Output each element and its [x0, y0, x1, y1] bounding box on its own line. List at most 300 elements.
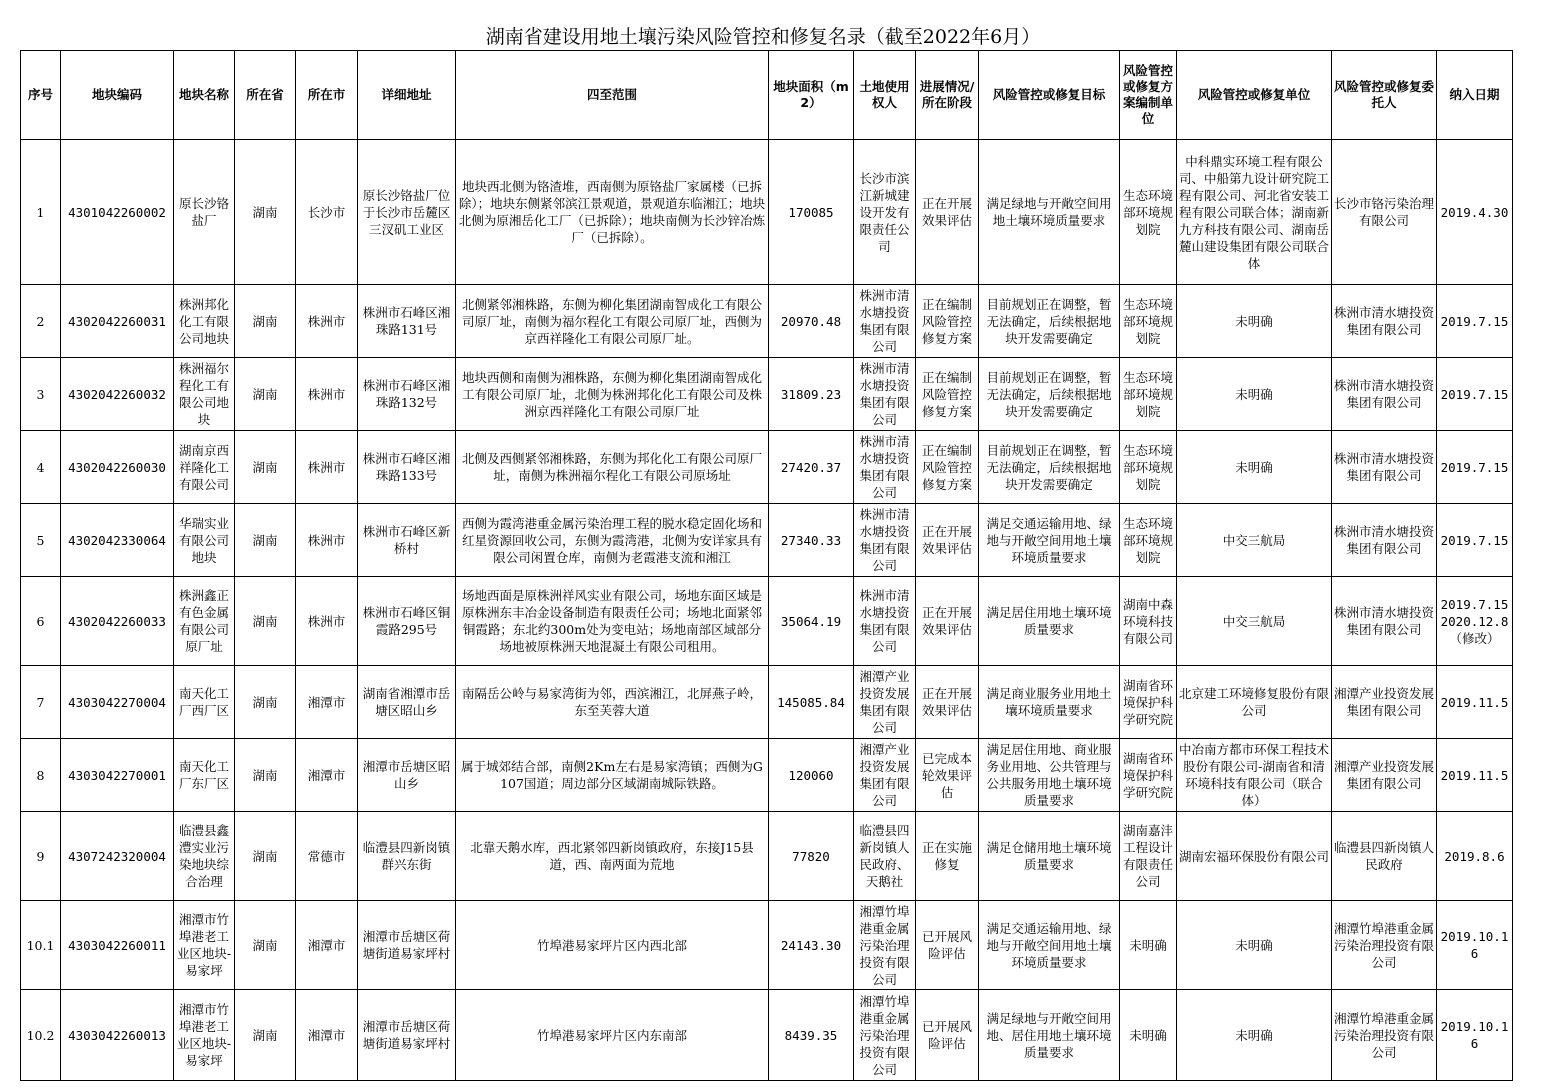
- parcel-code: [61, 739, 174, 812]
- boundary-cell-text: 北侧紧邻湘株路，东侧为柳化集团湖南智成化工有限公司原厂址，南侧为福尔程化工有限公司原厂址，西侧为京西祥隆化工有限公司原厂址。: [461, 296, 762, 346]
- boundary-cell: [456, 901, 769, 990]
- target-cell-text: 目前规划正在调整，暂无法确定，后续根据地块开发需要确定: [986, 296, 1112, 346]
- planner-cell-text: 生态环境部环境规划院: [1122, 442, 1173, 492]
- parcel-code-text: 4302042260032: [68, 386, 166, 402]
- date-cell-text: 2019.8.6: [1444, 848, 1505, 864]
- row-number-text: 10.1: [26, 937, 55, 953]
- row-number-text: 1: [36, 204, 45, 220]
- target-cell: [979, 285, 1120, 358]
- planner-cell-text: 生态环境部环境规划院: [1122, 369, 1173, 419]
- progress-cell: [916, 812, 979, 901]
- boundary-cell-text: 地块西侧和南侧为湘株路，东侧为柳化集团湖南智成化工有限公司原厂址，北侧为株洲邦化化工有限公司及株洲京西祥隆化工有限公司原厂址: [461, 369, 762, 419]
- planner-cell: [1120, 431, 1177, 504]
- table-row: [21, 577, 1513, 666]
- area-cell: [769, 739, 854, 812]
- target-cell-text: 满足交通运输用地、绿地与开敞空间用地土壤环境质量要求: [986, 920, 1112, 970]
- parcel-code: [61, 431, 174, 504]
- col-header-date: 纳入日期: [1437, 51, 1513, 140]
- client-cell: [1332, 901, 1437, 990]
- date-cell: [1437, 666, 1513, 739]
- city-cell: [296, 504, 358, 577]
- area-cell-text: 24143.30: [780, 937, 842, 953]
- row-number: [21, 140, 61, 285]
- city-cell-text: 株洲市: [307, 386, 346, 402]
- province-cell-text: 湖南: [252, 767, 278, 783]
- area-cell-text: 20970.48: [780, 313, 842, 329]
- area-cell-text: 27340.33: [780, 532, 842, 548]
- client-cell: [1332, 285, 1437, 358]
- owner-cell: [854, 358, 916, 431]
- address-cell-text: 湘潭市岳塘区荷塘街道易家坪村: [362, 1019, 451, 1051]
- executor-cell: [1177, 990, 1332, 1081]
- client-cell: [1332, 812, 1437, 901]
- client-cell-text: 株洲市清水塘投资集团有限公司: [1334, 605, 1434, 637]
- area-cell-text: 31809.23: [780, 386, 842, 402]
- register-table: [20, 50, 1513, 1081]
- address-cell: [358, 285, 456, 358]
- executor-cell-text: 中交三航局: [1222, 532, 1286, 548]
- planner-cell-text: 湖南省环境保护科学研究院: [1122, 750, 1173, 800]
- executor-cell: [1177, 140, 1332, 285]
- client-cell-text: 湘潭竹埠港重金属污染治理投资有限公司: [1334, 1010, 1434, 1060]
- row-number: [21, 739, 61, 812]
- date-cell: [1437, 990, 1513, 1081]
- planner-cell-text: 生态环境部环境规划院: [1122, 296, 1173, 346]
- planner-cell: [1120, 140, 1177, 285]
- area-cell-text: 35064.19: [780, 613, 842, 629]
- area-cell-text: 27420.37: [780, 459, 842, 475]
- client-cell-text: 株洲市清水塘投资集团有限公司: [1334, 305, 1434, 337]
- city-cell: [296, 358, 358, 431]
- table-row: [21, 140, 1513, 285]
- register-body: [21, 140, 1513, 1081]
- address-cell-text: 株洲市石峰区湘珠路132号: [362, 378, 451, 410]
- progress-cell-text: 正在编制风险管控修复方案: [921, 442, 972, 492]
- area-cell: [769, 140, 854, 285]
- address-cell-text: 株洲市石峰区新桥村: [362, 524, 451, 556]
- target-cell: [979, 504, 1120, 577]
- parcel-code-text: 4302042260033: [68, 613, 166, 629]
- area-cell: [769, 666, 854, 739]
- date-cell-text: 2019.4.30: [1440, 204, 1509, 220]
- date-cell: [1437, 358, 1513, 431]
- executor-cell: [1177, 358, 1332, 431]
- parcel-name-text: 华瑞实业有限公司地块: [178, 515, 229, 565]
- progress-cell: [916, 577, 979, 666]
- parcel-name: [174, 901, 235, 990]
- owner-cell-text: 湘潭产业投资发展集团有限公司: [859, 669, 910, 735]
- planner-cell: [1120, 504, 1177, 577]
- boundary-cell-text: 竹埠港易家坪片区内东南部: [536, 1027, 687, 1043]
- date-cell-text: 2019.7.15 2020.12.8（修改）: [1440, 596, 1509, 646]
- row-number: [21, 901, 61, 990]
- table-row: [21, 666, 1513, 739]
- client-cell: [1332, 358, 1437, 431]
- parcel-code: [61, 990, 174, 1081]
- parcel-code-text: 4302042330064: [68, 532, 166, 548]
- progress-cell-text: 正在编制风险管控修复方案: [921, 296, 972, 346]
- planner-cell: [1120, 577, 1177, 666]
- row-number: [21, 812, 61, 901]
- address-cell-text: 湘潭市岳塘区昭山乡: [362, 759, 451, 791]
- row-number: [21, 358, 61, 431]
- boundary-cell-text: 北侧及西侧紧邻湘株路，东侧为邦化化工有限公司原厂址，南侧为株洲福尔程化工有限公司原场址: [461, 451, 762, 483]
- progress-cell: [916, 666, 979, 739]
- executor-cell: [1177, 739, 1332, 812]
- row-number: [21, 431, 61, 504]
- parcel-name: [174, 812, 235, 901]
- boundary-cell: [456, 812, 769, 901]
- row-number-text: 6: [36, 613, 45, 629]
- city-cell: [296, 285, 358, 358]
- target-cell: [979, 577, 1120, 666]
- table-row: [21, 431, 1513, 504]
- city-cell-text: 常德市: [307, 848, 346, 864]
- progress-cell-text: 正在编制风险管控修复方案: [921, 369, 972, 419]
- province-cell-text: 湖南: [252, 204, 278, 220]
- executor-cell: [1177, 504, 1332, 577]
- parcel-code: [61, 577, 174, 666]
- province-cell-text: 湖南: [252, 694, 278, 710]
- parcel-name-text: 湖南京西祥隆化工有限公司: [178, 442, 229, 492]
- executor-cell-text: 湖南宏福环保股份有限公司: [1179, 848, 1329, 864]
- executor-cell-text: 中冶南方都市环保工程技术股份有限公司-湖南省和清环境科技有限公司（联合体）: [1179, 742, 1329, 808]
- planner-cell-text: 湖南中森环境科技有限公司: [1122, 596, 1173, 646]
- parcel-name-text: 临澧县鑫澧实业污染地块综合治理: [178, 823, 229, 889]
- area-cell: [769, 990, 854, 1081]
- province-cell-text: 湖南: [252, 459, 278, 475]
- boundary-cell: [456, 666, 769, 739]
- col-header-name: 地块名称: [174, 51, 235, 140]
- owner-cell-text: 株洲市清水塘投资集团有限公司: [859, 507, 910, 573]
- planner-cell: [1120, 739, 1177, 812]
- row-number-text: 9: [36, 848, 45, 864]
- row-number-text: 4: [36, 459, 45, 475]
- boundary-cell-text: 场地西面是原株洲祥风实业有限公司，场地东面区域是原株洲东丰冶金设备制造有限责任公司；场地北面紧邻铜霞路；东北约300m处为变电站；场地南部区域部分场地被原株洲天地混凝土有限公司租用。: [461, 588, 762, 654]
- progress-cell-text: 已完成本轮效果评估: [921, 750, 972, 800]
- col-header-no: 序号: [21, 51, 61, 140]
- date-cell-text: 2019.7.15: [1440, 313, 1509, 329]
- parcel-code-text: 4302042260031: [68, 313, 166, 329]
- executor-cell-text: 未明确: [1235, 459, 1273, 475]
- city-cell-text: 湘潭市: [307, 767, 346, 783]
- planner-cell: [1120, 285, 1177, 358]
- client-cell-text: 长沙市铬污染治理有限公司: [1334, 196, 1434, 228]
- boundary-cell-text: 南隔岳公岭与易家湾街为邻，西滨湘江，北屏燕子岭，东至芙蓉大道: [461, 686, 762, 718]
- address-cell-text: 湖南省湘潭市岳塘区昭山乡: [362, 686, 451, 718]
- progress-cell: [916, 901, 979, 990]
- province-cell-text: 湖南: [252, 532, 278, 548]
- boundary-cell: [456, 990, 769, 1081]
- city-cell-text: 株洲市: [307, 532, 346, 548]
- city-cell-text: 株洲市: [307, 459, 346, 475]
- parcel-name: [174, 504, 235, 577]
- province-cell-text: 湖南: [252, 313, 278, 329]
- col-header-code: 地块编码: [61, 51, 174, 140]
- area-cell: [769, 504, 854, 577]
- row-number: [21, 666, 61, 739]
- city-cell-text: 湘潭市: [307, 694, 346, 710]
- province-cell: [235, 358, 296, 431]
- owner-cell-text: 湘潭竹埠港重金属污染治理投资有限公司: [859, 903, 910, 987]
- area-cell: [769, 285, 854, 358]
- owner-cell-text: 长沙市滨江新城建设开发有限责任公司: [859, 170, 910, 254]
- province-cell: [235, 812, 296, 901]
- area-cell: [769, 901, 854, 990]
- address-cell: [358, 431, 456, 504]
- parcel-name: [174, 990, 235, 1081]
- address-cell-text: 株洲市石峰区湘珠路133号: [362, 451, 451, 483]
- row-number: [21, 577, 61, 666]
- client-cell: [1332, 666, 1437, 739]
- parcel-code-text: 4307242320004: [68, 848, 166, 864]
- planner-cell: [1120, 812, 1177, 901]
- planner-cell: [1120, 901, 1177, 990]
- table-row: [21, 812, 1513, 901]
- parcel-code: [61, 285, 174, 358]
- parcel-code: [61, 140, 174, 285]
- area-cell: [769, 358, 854, 431]
- executor-cell: [1177, 666, 1332, 739]
- executor-cell-text: 北京建工环境修复股份有限公司: [1179, 686, 1329, 718]
- row-number-text: 7: [36, 694, 45, 710]
- city-cell: [296, 431, 358, 504]
- row-number-text: 8: [36, 767, 45, 783]
- parcel-name: [174, 431, 235, 504]
- owner-cell: [854, 812, 916, 901]
- executor-cell-text: 未明确: [1235, 386, 1273, 402]
- area-cell: [769, 812, 854, 901]
- date-cell: [1437, 577, 1513, 666]
- province-cell: [235, 285, 296, 358]
- client-cell: [1332, 577, 1437, 666]
- progress-cell: [916, 358, 979, 431]
- progress-cell: [916, 285, 979, 358]
- row-number-text: 5: [36, 532, 45, 548]
- target-cell: [979, 431, 1120, 504]
- target-cell-text: 目前规划正在调整，暂无法确定，后续根据地块开发需要确定: [986, 442, 1112, 492]
- boundary-cell-text: 北靠天鹅水库，西北紧邻四新岗镇政府，东接J15县道，西、南两面为荒地: [470, 840, 754, 872]
- date-cell: [1437, 140, 1513, 285]
- progress-cell-text: 正在开展效果评估: [921, 524, 972, 556]
- table-row: [21, 285, 1513, 358]
- city-cell: [296, 666, 358, 739]
- parcel-code-text: 4303042270004: [68, 694, 166, 710]
- parcel-name-text: 株洲福尔程化工有限公司地块: [178, 361, 229, 427]
- area-cell-text: 8439.35: [784, 1027, 838, 1043]
- date-cell: [1437, 812, 1513, 901]
- planner-cell-text: 湖南省环境保护科学研究院: [1122, 677, 1173, 727]
- progress-cell-text: 正在开展效果评估: [921, 196, 972, 228]
- col-header-client: 风险管控或修复委托人: [1332, 51, 1437, 140]
- table-row: [21, 901, 1513, 990]
- parcel-code: [61, 358, 174, 431]
- parcel-name-text: 株洲邦化化工有限公司地块: [178, 296, 229, 346]
- client-cell: [1332, 504, 1437, 577]
- parcel-code: [61, 812, 174, 901]
- target-cell: [979, 812, 1120, 901]
- owner-cell-text: 湘潭产业投资发展集团有限公司: [859, 742, 910, 808]
- progress-cell-text: 正在开展效果评估: [921, 686, 972, 718]
- province-cell: [235, 504, 296, 577]
- area-cell-text: 145085.84: [777, 694, 845, 710]
- address-cell-text: 原长沙铬盐厂位于长沙市岳麓区三汊矶工业区: [362, 187, 451, 237]
- address-cell: [358, 666, 456, 739]
- province-cell-text: 湖南: [252, 613, 278, 629]
- executor-cell: [1177, 901, 1332, 990]
- target-cell-text: 满足绿地与开敞空间用地、居住用地土壤环境质量要求: [986, 1010, 1112, 1060]
- parcel-name-text: 南天化工厂东厂区: [178, 759, 229, 791]
- owner-cell: [854, 140, 916, 285]
- row-number-text: 10.2: [26, 1027, 55, 1043]
- date-cell: [1437, 739, 1513, 812]
- owner-cell-text: 株洲市清水塘投资集团有限公司: [859, 588, 910, 654]
- owner-cell-text: 株洲市清水塘投资集团有限公司: [859, 361, 910, 427]
- date-cell-text: 2019.7.15: [1440, 532, 1509, 548]
- date-cell: [1437, 504, 1513, 577]
- client-cell: [1332, 739, 1437, 812]
- progress-cell: [916, 739, 979, 812]
- area-cell: [769, 577, 854, 666]
- target-cell: [979, 739, 1120, 812]
- parcel-name-text: 株洲鑫正有色金属有限公司原厂址: [178, 588, 229, 654]
- province-cell-text: 湖南: [252, 937, 278, 953]
- boundary-cell-text: 竹埠港易家坪片区内西北部: [536, 937, 687, 953]
- address-cell-text: 临澧县四新岗镇群兴东街: [362, 840, 451, 872]
- address-cell: [358, 901, 456, 990]
- target-cell: [979, 358, 1120, 431]
- parcel-code-text: 4303042260011: [68, 937, 166, 953]
- target-cell: [979, 901, 1120, 990]
- target-cell: [979, 666, 1120, 739]
- owner-cell-text: 临澧县四新岗镇人民政府、天鹅社: [859, 823, 910, 889]
- client-cell: [1332, 990, 1437, 1081]
- boundary-cell: [456, 285, 769, 358]
- boundary-cell-text: 西侧为霞湾港重金属污染治理工程的脱水稳定固化场和红星资源回收公司，东侧为霞湾港，北侧为安详家具有限公司闲置仓库，南侧为老霞港支流和湘江: [461, 515, 762, 565]
- planner-cell-text: 未明确: [1129, 1027, 1167, 1043]
- parcel-name: [174, 285, 235, 358]
- boundary-cell: [456, 431, 769, 504]
- owner-cell-text: 株洲市清水塘投资集团有限公司: [859, 288, 910, 354]
- col-header-planner: 风险管控或修复方案编制单位: [1120, 51, 1177, 140]
- address-cell: [358, 990, 456, 1081]
- date-cell-text: 2019.7.15: [1440, 386, 1509, 402]
- city-cell-text: 湘潭市: [307, 1027, 346, 1043]
- row-number-text: 3: [36, 386, 45, 402]
- planner-cell: [1120, 358, 1177, 431]
- province-cell: [235, 666, 296, 739]
- parcel-code: [61, 666, 174, 739]
- planner-cell-text: 湖南嘉沣工程设计有限责任公司: [1122, 823, 1173, 889]
- parcel-name: [174, 577, 235, 666]
- date-cell-text: 2019.11.5: [1440, 767, 1509, 783]
- province-cell: [235, 140, 296, 285]
- table-row: [21, 504, 1513, 577]
- city-cell-text: 长沙市: [307, 204, 346, 220]
- progress-cell: [916, 140, 979, 285]
- city-cell: [296, 990, 358, 1081]
- col-header-boundary: 四至范围: [456, 51, 769, 140]
- client-cell: [1332, 431, 1437, 504]
- target-cell: [979, 140, 1120, 285]
- parcel-name: [174, 358, 235, 431]
- boundary-cell: [456, 577, 769, 666]
- col-header-address: 详细地址: [358, 51, 456, 140]
- progress-cell: [916, 990, 979, 1081]
- parcel-name: [174, 140, 235, 285]
- province-cell-text: 湖南: [252, 848, 278, 864]
- executor-cell-text: 未明确: [1235, 313, 1273, 329]
- row-number: [21, 504, 61, 577]
- planner-cell-text: 未明确: [1129, 937, 1167, 953]
- area-cell-text: 120060: [788, 767, 834, 783]
- address-cell: [358, 739, 456, 812]
- date-cell: [1437, 431, 1513, 504]
- progress-cell: [916, 504, 979, 577]
- area-cell: [769, 431, 854, 504]
- row-number: [21, 990, 61, 1081]
- col-header-executor: 风险管控或修复单位: [1177, 51, 1332, 140]
- header-row: [21, 51, 1513, 140]
- province-cell: [235, 739, 296, 812]
- col-header-province: 所在省: [235, 51, 296, 140]
- executor-cell-text: 中交三航局: [1222, 613, 1286, 629]
- owner-cell: [854, 901, 916, 990]
- progress-cell-text: 已开展风险评估: [921, 929, 972, 961]
- parcel-code: [61, 901, 174, 990]
- owner-cell: [854, 285, 916, 358]
- address-cell-text: 株洲市石峰区铜霞路295号: [362, 605, 451, 637]
- client-cell-text: 湘潭产业投资发展集团有限公司: [1334, 759, 1434, 791]
- executor-cell-text: 未明确: [1235, 1027, 1273, 1043]
- parcel-code: [61, 504, 174, 577]
- client-cell-text: 湘潭竹埠港重金属污染治理投资有限公司: [1334, 920, 1434, 970]
- parcel-name: [174, 739, 235, 812]
- planner-cell: [1120, 990, 1177, 1081]
- boundary-cell: [456, 140, 769, 285]
- executor-cell-text: 中科鼎实环境工程有限公司、中船第九设计研究院工程有限公司、河北省安装工程有限公司联合体；湖南新九方科技有限公司、湖南岳麓山建设集团有限公司联合体: [1179, 153, 1329, 271]
- parcel-name-text: 南天化工厂西厂区: [178, 686, 229, 718]
- area-cell-text: 77820: [792, 848, 830, 864]
- executor-cell: [1177, 577, 1332, 666]
- city-cell: [296, 901, 358, 990]
- province-cell: [235, 577, 296, 666]
- province-cell-text: 湖南: [252, 1027, 278, 1043]
- parcel-name: [174, 666, 235, 739]
- executor-cell: [1177, 285, 1332, 358]
- parcel-name-text: 原长沙铬盐厂: [178, 196, 229, 228]
- city-cell: [296, 140, 358, 285]
- province-cell: [235, 901, 296, 990]
- target-cell-text: 满足绿地与开敞空间用地土壤环境质量要求: [986, 196, 1112, 228]
- owner-cell-text: 湘潭竹埠港重金属污染治理投资有限公司: [859, 993, 910, 1077]
- client-cell-text: 临澧县四新岗镇人民政府: [1334, 840, 1434, 872]
- city-cell: [296, 812, 358, 901]
- parcel-name-text: 湘潭市竹埠港老工业区地块-易家坪: [176, 1002, 232, 1068]
- client-cell-text: 株洲市清水塘投资集团有限公司: [1334, 378, 1434, 410]
- executor-cell-text: 未明确: [1235, 937, 1273, 953]
- date-cell: [1437, 901, 1513, 990]
- executor-cell: [1177, 812, 1332, 901]
- boundary-cell-text: 属于城郊结合部，南侧2Km左右是易家湾镇；西侧为G107国道；周边部分区域湖南城际铁路。: [461, 759, 763, 791]
- parcel-code-text: 4302042260030: [68, 459, 166, 475]
- progress-cell-text: 已开展风险评估: [921, 1019, 972, 1051]
- owner-cell-text: 株洲市清水塘投资集团有限公司: [859, 434, 910, 500]
- owner-cell: [854, 504, 916, 577]
- target-cell: [979, 990, 1120, 1081]
- address-cell: [358, 358, 456, 431]
- boundary-cell-text: 地块西北侧为铬渣堆，西南侧为原铬盐厂家属楼（已拆除）；地块东侧紧邻滨江景观道，景观道东临湘江；地块北侧为原湘岳化工厂（已拆除）；地块南侧为长沙锌冶炼厂（已拆除）。: [458, 179, 766, 245]
